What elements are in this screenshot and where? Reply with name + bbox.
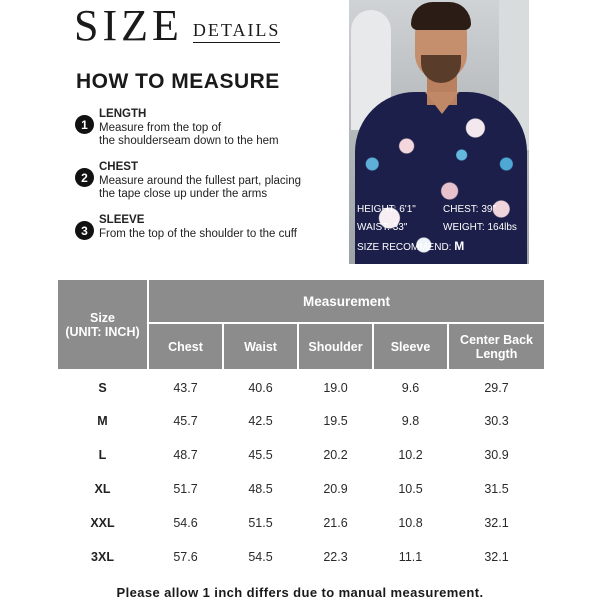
- column-header-shoulder: Shoulder: [298, 323, 373, 370]
- model-chest-label: CHEST:: [443, 204, 479, 215]
- table-row: [57, 438, 545, 472]
- step-number-3: 3: [75, 221, 94, 240]
- size-header-unit: (UNIT: INCH): [65, 324, 140, 339]
- model-size-label: SIZE RECOMMEND:: [357, 242, 452, 253]
- value-cell: 51.7: [173, 482, 198, 496]
- value-cell: 54.6: [173, 516, 198, 530]
- measurement-disclaimer: Please allow 1 inch differs due to manual measurement.: [116, 585, 484, 600]
- column-header-center-back-length: Center Back Length: [448, 323, 545, 370]
- value-cell: 48.7: [173, 448, 198, 462]
- heading-details: DETAILS: [193, 20, 281, 43]
- value-cell: 30.3: [484, 414, 509, 428]
- model-weight-value: 164lbs: [487, 222, 517, 233]
- value-cell: 29.7: [484, 380, 509, 395]
- size-cell: M: [97, 414, 108, 428]
- value-cell: 22.3: [323, 550, 348, 564]
- step-number-1: 1: [75, 115, 94, 134]
- value-cell: 9.8: [401, 414, 420, 428]
- table-row: [57, 370, 545, 404]
- value-cell: 57.6: [173, 550, 198, 564]
- value-cell: 19.0: [323, 380, 348, 395]
- step-number-2: 2: [75, 168, 94, 187]
- table-row: [57, 472, 545, 506]
- step-line: the shoulderseam down to the hem: [99, 135, 279, 147]
- how-to-measure-title: HOW TO MEASURE: [76, 70, 280, 93]
- column-header-waist: Waist: [223, 323, 298, 370]
- model-size-value: M: [454, 239, 465, 253]
- value-cell: 32.1: [484, 550, 509, 564]
- size-cell: S: [98, 380, 107, 395]
- size-cell: L: [98, 448, 107, 462]
- table-row: [57, 506, 545, 540]
- step-title-length: LENGTH: [99, 108, 147, 120]
- floral-shirt: [355, 92, 527, 264]
- measurement-header: Measurement: [148, 279, 545, 323]
- step-chest: [75, 161, 301, 202]
- step-length: [75, 108, 279, 149]
- size-cell: XL: [94, 482, 111, 496]
- model-hair: [411, 2, 471, 30]
- value-cell: 45.7: [173, 414, 198, 428]
- heading-size: SIZE: [74, 1, 183, 50]
- size-details-heading: [74, 1, 281, 50]
- model-height-value: 6'1": [399, 204, 416, 215]
- step-line: Measure from the top of: [99, 121, 222, 134]
- value-cell: 40.6: [248, 380, 273, 395]
- table-row: [57, 540, 545, 574]
- column-header-chest: Chest: [148, 323, 223, 370]
- value-cell: 10.5: [398, 482, 423, 496]
- value-cell: 10.2: [398, 448, 423, 462]
- size-cell: XXL: [90, 516, 115, 530]
- value-cell: 45.5: [248, 448, 273, 462]
- model-photo: [349, 0, 529, 264]
- value-cell: 11.1: [398, 550, 423, 564]
- value-cell: 31.5: [484, 482, 509, 496]
- model-chest-value: 39": [481, 204, 497, 215]
- value-cell: 20.2: [323, 448, 348, 462]
- model-waist-value: 33": [392, 222, 408, 233]
- value-cell: 51.5: [248, 516, 273, 530]
- value-cell: 32.1: [484, 516, 509, 530]
- value-cell: 21.6: [323, 516, 348, 530]
- value-cell: 42.5: [248, 414, 273, 428]
- model-waist-label: WAIST:: [357, 222, 390, 233]
- value-cell: 10.8: [398, 516, 423, 530]
- step-title-sleeve: SLEEVE: [99, 214, 145, 226]
- value-cell: 20.9: [323, 482, 348, 496]
- step-line: From the top of the shoulder to the cuff: [99, 227, 297, 240]
- model-height-label: HEIGHT:: [357, 204, 397, 215]
- size-column-header: [57, 279, 148, 370]
- size-chart-table: [56, 278, 546, 574]
- step-line: Measure around the fullest part, placing: [99, 174, 302, 187]
- step-line: the tape close up under the arms: [99, 188, 268, 200]
- step-title-chest: CHEST: [99, 161, 138, 173]
- value-cell: 19.5: [323, 414, 348, 428]
- value-cell: 48.5: [248, 482, 273, 496]
- table-row: [57, 404, 545, 438]
- value-cell: 9.6: [401, 380, 420, 395]
- value-cell: 54.5: [248, 550, 273, 564]
- value-cell: 30.9: [484, 448, 509, 462]
- value-cell: 43.7: [173, 380, 198, 395]
- model-weight-label: WEIGHT:: [443, 222, 485, 233]
- size-cell: 3XL: [91, 550, 114, 564]
- step-sleeve: [75, 214, 297, 241]
- column-header-sleeve: Sleeve: [373, 323, 448, 370]
- size-header-label: Size: [89, 310, 115, 325]
